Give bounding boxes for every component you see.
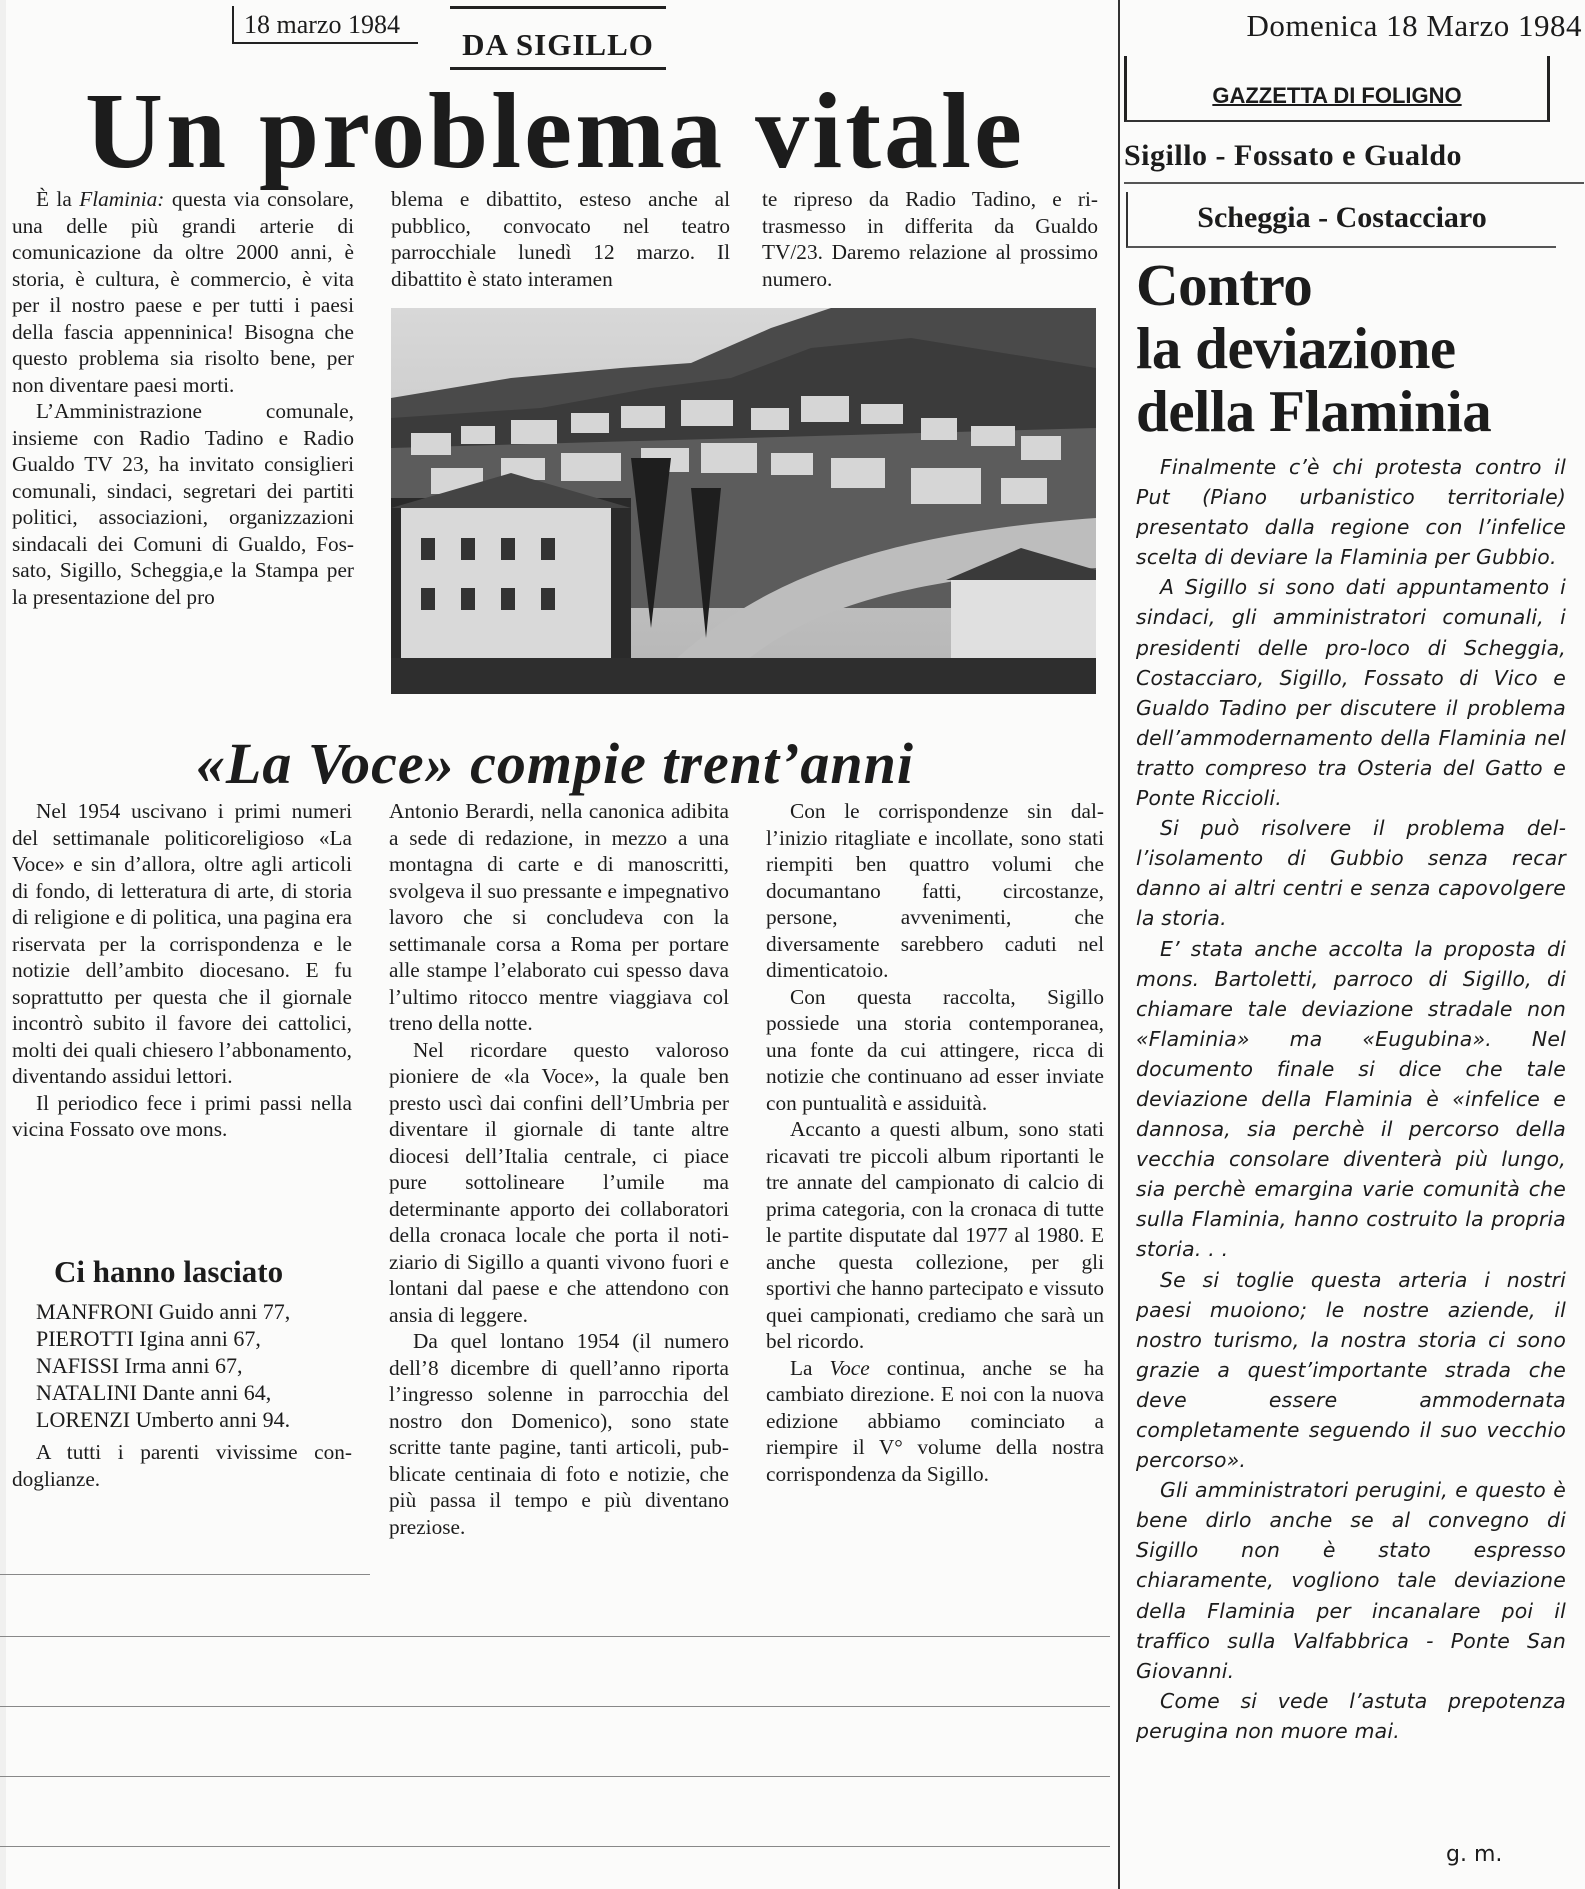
flaminia-article-body: Finalmente c’è chi protesta contro il Put (Piano urbanistico territoriale) presentato dalla regione con l’infelice scelta di deviare la Flaminia per Gubbio. A Sigillo si sono dati appuntamento i sindaci, gli amministratori comunali, i presidenti delle pro-loco di Scheggia, Costacciaro, Sigillo, Fossato di Vico e Gualdo Tadino per discutere il problema dell’ammodernamento della Flaminia nel tratto compreso tra Osteria del Gatto e Ponte Riccioli. Si può risolvere il problema dell’isolamento di Gubbio senza recar danno ai altri centri e senza capovolgere la storia. E’ stata anche accolta la proposta di mons. Bartoletti, parroco di Sigillo, di chiamare tale deviazione stradale non «Flaminia» ma «Eugubina». Nel documento finale si dice che tale deviazione della Flaminia è «infelice e dannosa, sia perchè il percorso della vecchia consolare diventerà più lungo, sia perchè emargina varie comunità che sulla Flaminia, hanno costruito la propria storia. . . Se si toglie questa arteria i nostri paesi muoiono; le nostre aziende, il nostro turismo, la nostra storia ci sono grazie a quest’importante strada che deve essere ammodernata completamente seguendo il suo vecchio percorso». Gli amministratori perugini, e questo è bene dirlo anche se al convegno di Sigillo non è stato espresso chiaramente, vogliono tale deviazione della Flaminia per incanalare poi il traffico sulla Valfabbrica - Ponte San Giovanni. Come si vede l’astuta prepotenza perugina non muore mai. xyxy=(1136,455,1566,1743)
gazzetta-date: Domenica 18 Marzo 1984 xyxy=(1246,8,1582,43)
locality-header-2: Scheggia - Costacciaro xyxy=(1126,192,1556,248)
obituary-closing: A tutti i parenti vivissime condoglianze. xyxy=(12,1440,352,1491)
obituary-entry: NAFISSI Irma anni 67, xyxy=(36,1353,243,1378)
divider-line xyxy=(0,1776,1110,1777)
section-title: DA SIGILLO xyxy=(450,6,666,70)
obituary-entry: LORENZI Umberto anni 94. xyxy=(36,1407,291,1432)
article1-paragraph-2: L’Amministrazione comunale, insieme con Radio Tadino e Radio Gualdo TV 23, ha invitato consiglieri comunali, sindaci, segretari dei partiti politici, associazioni, organizzazioni sindacali dei Comuni di Gualdo, Fossato, Sigillo, Scheggia,e la Stampa per la presentazione del pro xyxy=(12,399,354,609)
author-signature: g. m. xyxy=(1446,1842,1503,1867)
locality-header-1: Sigillo - Fossato e Gualdo xyxy=(1124,128,1584,184)
gazzetta-masthead: GAZZETTA DI FOLIGNO xyxy=(1124,56,1550,122)
clipping-date: 18 marzo 1984 xyxy=(232,6,418,44)
obituary-entry: MANFRONI Guido anni 77, xyxy=(36,1299,291,1324)
divider-line xyxy=(0,1846,1110,1847)
divider-line xyxy=(0,1636,1110,1637)
article2-column-3: Con le corrispondenze sin dall’inizio ritagliate e incollate, sono stati riempiti ben quattro volumi che documantano fatti, circostanze, persone, avvenimenti, che diversamente sarebbero caduti nel dimenticatoio. Con questa raccolta, Sigillo possiede una storia contemporanea, una fonte da cui attingere, ricca di notizie che continuano ad esser inviate con puntualità e assiduità. Accanto a questi album, sono stati ricavati tre piccoli album riportanti le tre annate del campionato di calcio di prima categoria, con la cronaca di tutte le partite disputate dal 1977 al 1980. E anche questa collezione, per gli sportivi che hanno partecipato e vissuto quei campionati, crediamo che sarà un bel ricordo. La Voce continua, anche se ha cambiato direzione. E noi con la nuova edizione abbiamo cominciato a riempire il V° volume della nostra corrispondenza da Sigillo. xyxy=(766,799,1104,1486)
obituary-entry: NATALINI Dante anni 64, xyxy=(36,1380,272,1405)
divider-line xyxy=(0,1706,1110,1707)
paper-edge xyxy=(0,0,6,1889)
obituary-box xyxy=(12,1254,352,1492)
article2-column-2: Antonio Berardi, nella canonica adibita a sede di redazione, in mezzo a una montagna di carte e di manoscritti, svolgeva il suo pressante e impegnativo lavoro che si concludeva con la settimanale corsa a Roma per portare alle stampe l’elaborato cui spesso dava l’ultimo ritocco mentre viaggiava col treno della notte. Nel ricordare questo valoroso pioniere de «la Voce», la quale ben presto uscì dai confini dell’Umbria per diventare il giornale di tante altre diocesi dell’Italia centrale, ci piace pure sottolineare l’umile ma determinante apporto dei collaboratori della cronaca locale che porta il notiziario di Sigillo a quanti vivono fuori e lontani dal paese e che attendono con ansia di leggere. Da quel lontano 1954 (il numero dell’8 dicembre di quell’anno riporta l’ingresso solenne in parrocchia del nostro don Domenico), sono state scritte tante pagine, tanti articoli, pubblicate centinaia di foto e notizie, che più passa il tempo e più diventano preziose. xyxy=(389,799,729,1539)
article1-column-3: te ripreso da Radio Tadino, e ritrasmesso in differita da Gualdo TV/23. Daremo relazione al prossimo numero. xyxy=(762,187,1098,291)
divider-line xyxy=(0,1574,370,1575)
article1-column-2: blema e dibattito, esteso anche al pubblico, convocato nel teatro parrocchiale lunedì 12 marzo. Il dibattito è stato interamen xyxy=(391,187,730,291)
obituary-list xyxy=(12,1298,352,1433)
obituary-entry: PIEROTTI Igina anni 67, xyxy=(36,1326,261,1351)
clipping-separator xyxy=(1118,0,1120,1889)
article2-column-1: Nel 1954 uscivano i primi numeri del settimanale politicoreligioso «La Voce» e sin d’allora, oltre agli articoli di fondo, di letteratura di arte, di storia di religione e di politica, una pagina era riservata per la corrispondenza e le notizie dell’ambito diocesano. E fu soprattutto per questa che il giornale incontrò subito il favore dei cattolici, molti dei quali chiesero l’abbonamento, diventando assidui lettori. Il periodico fece i primi passi nella vicina Fossato ove mons. xyxy=(12,799,352,1141)
sigillo-town-image xyxy=(391,308,1096,694)
headline-problema-vitale: Un problema vitale xyxy=(85,72,1025,191)
article1-paragraph-1: È la Flaminia: questa via consolare, una delle più grandi arterie di comunicazione da oltre 2000 anni, è storia, è cultura, è commercio, è vita per il nostro paese e per tutti i paesi della fascia appenninica! Bisogna che questo problema sia risolto bene, per non diventare paesi morti. xyxy=(12,187,354,397)
headline-flaminia: Contro la deviazione della Flaminia xyxy=(1136,252,1492,444)
headline-la-voce: «La Voce» compie trent’anni xyxy=(195,731,915,796)
town-photo xyxy=(391,308,1096,694)
obituary-title: Ci hanno lasciato xyxy=(54,1254,284,1289)
article1-column-1 xyxy=(12,186,354,610)
article2-last-paragraph: La Voce continua, anche se ha cambiato direzione. E noi con la nuova edizione abbiamo cominciato a riempire il V° volume della nostra corrispondenza da Sigillo. xyxy=(766,1355,1104,1486)
